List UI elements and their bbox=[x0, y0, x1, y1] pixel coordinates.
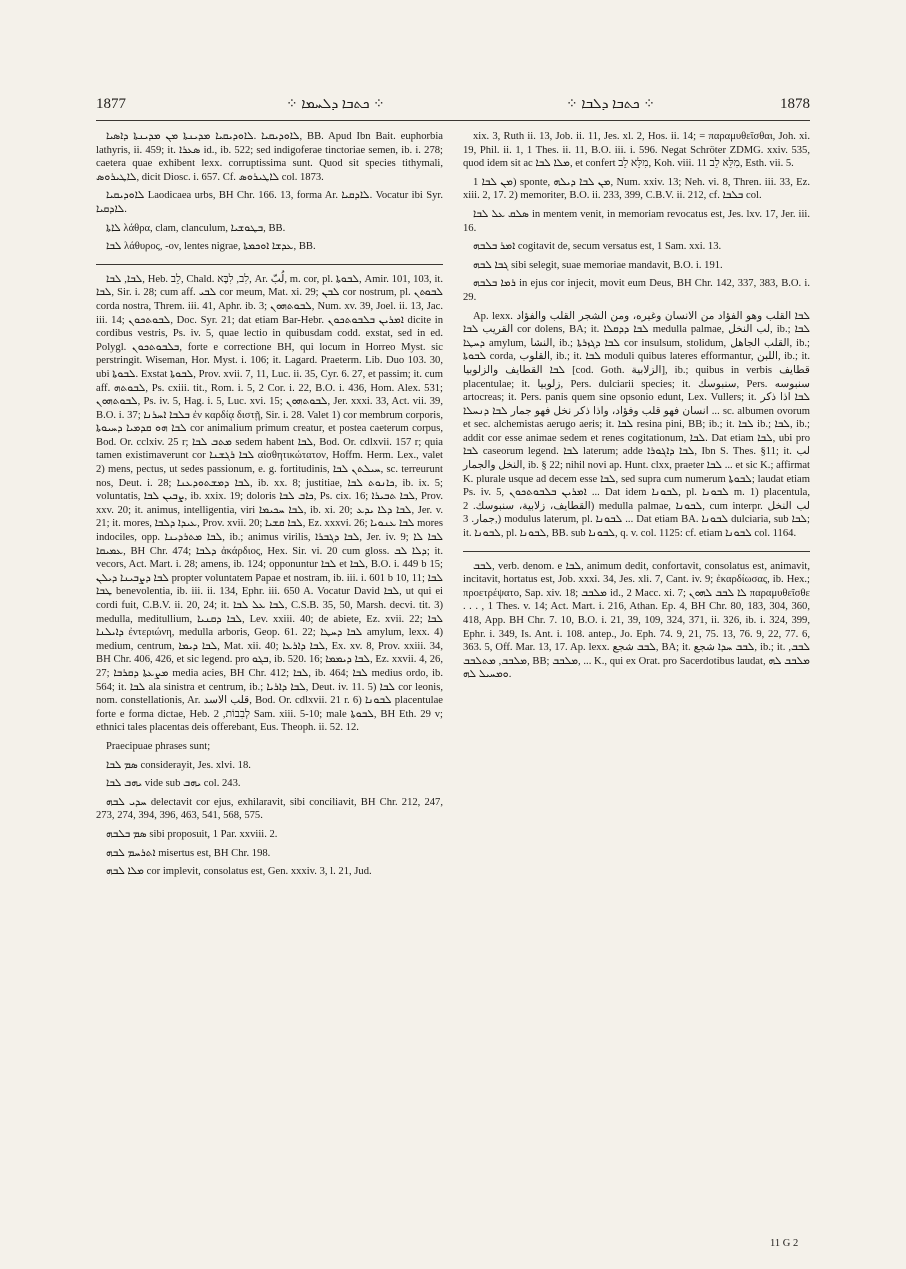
entry-paragraph: ܠܐܬܐ λάθρα, clam, clanculum, ܒܛܘܫܝܐ, BB. bbox=[106, 222, 286, 234]
page-number-left: 1877 bbox=[96, 96, 126, 112]
section-divider bbox=[96, 264, 443, 265]
entry-paragraph: ܠܒܐ λάθυρος, -ον, lentes nigrae, ܥܕܫܐ ܐܘܟܡܬܐ, BB. bbox=[106, 241, 316, 253]
running-head-right: ⁘ ܟܬܒܐ ܕܠܒܐ ⁘ bbox=[566, 97, 655, 112]
phrases-intro: Praecipuae phrases sunt; bbox=[106, 740, 211, 752]
phrase-item: ܝܗܒ ܠܒܐ vide sub ܝܗܒ col. 243. bbox=[106, 778, 241, 790]
entry-paragraph: ܠܐܘܕܝܩܝܐ Laodicaea urbs, BH Chr. 166. 13, forma Ar. ܠܐܕܩܝܐ. Vocatur ibi Syr. ܠܐܕܩܝܐ. bbox=[96, 190, 443, 215]
right-column bbox=[463, 130, 810, 687]
entry-paragraph: ܐܡܪ ܒܠܒܗ cogitavit de, secum versatus est, 1 Sam. xxi. 13. bbox=[473, 241, 722, 253]
entry-paragraph: ܣܠܩ ܥܠ ܠܒܐ in mentem venit, in memoriam revocatus est, Jes. lxv. 17, Jer. iii. 16. bbox=[463, 208, 810, 234]
running-head-left: ⁘ ܟܬܒܐ ܕܠܚܡܐ ⁘ bbox=[286, 97, 385, 112]
phrase-item: ܣܡ ܠܒܐ considerayit, Jes. xlvi. 18. bbox=[106, 759, 251, 771]
entry-paragraph: ܓܒܐ ܠܒܗ sibi selegit, suae memoriae mandavit, B.O. i. 191. bbox=[473, 259, 723, 271]
left-column bbox=[96, 130, 443, 884]
entry-paragraph: ܪܡܐ ܒܠܒܗ in ejus cor injecit, movit eum Deus, BH Chr. 142, 337, 383, B.O. i. 29. bbox=[463, 278, 810, 303]
page-number-right: 1878 bbox=[780, 96, 810, 112]
page-header bbox=[96, 96, 810, 118]
lexicon-paragraph: Ap. lexx. ܠܒܐ القلب وهو الفؤاد من الانسان وغيره، ومن الشجر القلب والفؤاد القريب ܠܒܐ cor dolens, BA; it. ܠܒܐ ܕܕܩܠܐ medulla palmae, لب النخل, ib.; ܠܒܐ ܕܚܛܐ amylum, النشا, ib.; ܠܒܐ ܕܓܙܪܬܐ cor insulsum, stolidum, القلب الجاهل, ib.; ܠܒܘܬܐ corda, القلوب, ib.; it. ܠܒܐ moduli quibus lateres efformantur, اللبن, ib.; it. ܠܒܐ القطايف والزلوبيا [cod. Goth. الزلابية], ib.; quibus in verbis قطايف placentulae; it. زلوبيا, Pers. dulciarii species; it. سنبوسك, Pers. سنبوسه artocreas; it. Pers. panis quem sine opsonio edunt, Lex. Vullers; it. ܠܒܐ اذا ذكر انسان فهو قلب وفؤاد، واذا ذكر نخل فهو جمار ܠܒܐ ܕܢܚܠܐ ... sc. albumen ovorum et sec. alchemistas aerugo aeris; it. ܠܒܐ resina pini, BB; ib.; it. ܠܒܐ ib.; ܠܒܐ, ib.; addit cor esse animae sedem et renes cogitationum, ܠܒܐ. Dat etiam ܠܒܐ, ubi pro ܠܒܐ caseorum legend. ܠܒܐ laterum; adde ܠܒܐ ܕܐܓܘܪܐ, Ibn S. Thes. §11; it. لب النخل والجمار, ib. § 22; nihil novi ap. Hunt. clxx, praeter ܠܒܐ ... et sic K.; affirmat K. plurale usque ad decem esse ܠܒܐ, sed supra cum numerum ܠܒܘܬܐ; laudat etiam Ps. iv. 5, ܐܡܪܝܢ ܒܠܒܘܬܟܘܢ ... Dat idem ܠܒܘܢܐ, pl. ܠܒܘܢܐ m. 1) placentula, القطايف، زلابية، سنبوسك. 2) medulla palmae, ܠܒܘܢܐ, cum interpr. لب النخل ,جمار. 3) modulus laterum, pl. ܠܒܘܢܐ ... Dat etiam BA. ܠܒܘܢܐ dulciaria, sub ܠܒܐ; it. ܠܒܘܢܐ, pl. ܠܒܘܢܐ, BB. sub ܠܒܘܢܐ, q. v. col. 1125: cf. etiam ܠܒܘܢܐ col. 1164. bbox=[463, 310, 811, 540]
phrase-item: ܚܕܝ ܠܒܗ delectavit cor ejus, exhilaravit, sibi conciliavit, BH Chr. 212, 247, 273, 274, 394, 396, 463, 541, 568, 575. bbox=[96, 796, 444, 822]
entry-paragraph-main: ܠܒܐ, ܠܒܐ, Heb. לֵב, Chald. לִב, לִבָּא, Ar. لُبّ, m. cor, pl. ܠܒܘܬܐ, Amir. 101, 103, it. ܠܒܐ, Sir. i. 28; cum aff. ܠܒܝ cor meum, Mat. xi. 29; ܠܒܢ cor nostrum, pl. ܠܒܘܬܢ corda nostra, Threm. iii. 41, Aphr. ib. 3; ܠܒܘܬܗܘܢ, Num. xv. 39, Joel. ii. 13, Jac. iii. 14; ܠܒܘܬܟܘܢ, Doc. Syr. 21; dat etiam Bar-Hebr. ܐܡܪܝܢ ܒܠܒܘܬܟܘܢ dicite in cordibus vestris, Ps. iv. 5, quae lectio in quibusdam codd. exstat, sed in ed. Polygl. ܒܠܒܘܬܟܘܢ, forte e correctione BH, qui locum in Horreo Myst. sic perstringit. Wiseman, Hor. Myst. i. 106; it. Lagard. Praeterm. Lib. Duo 103. 30, ubi ܠܒܘܬܐ. Exstat ܠܒܘܬܐ, Prov. xvii. 7, 11, Luc. ii. 35, Cyr. 6. 27, et passim; it. cum aff. ܠܒܘܬܗ, Ps. cxiii. tit., Rom. i. 5, 2 Cor. i. 22, B.O. i. 436, Hom. Alex. 531; ܠܒܘܬܗܘܢ, Ps. iv. 5, Hag. i. 5, Luc. xvi. 15; ܠܒܘܬܗܘܢ, Jer. xxxi. 33, Act. vii. 39, B.O. i. 37; ܒܠܒܐ ܐܚܪܢܐ ἐν καρδίᾳ διστῇ, Sir. i. 28. Valet 1) cor membrum corporis, ܠܒܐ ܗܘ ܩܕܡܝܐ ܕܚܝܘܬܐ cor animalium primum creatur, et postea caeterum corpus, Bod. Or. cclxiv. 25 r; ܡܬܒ ܠܒܐ sedem habent ܠܒܐ, Bod. Or. cdlxvii. 157 r; quia tamen existimaverunt cor ܠܒܐ ܪܓܫܢܐ αἰσθητικώτατον, Hoffm. Herm. Lex., valet 2) mens, pectus, ut sedes passionum, e. g. fortitudinis, ܚܝܠܬܢ ܠܒܐ, sc. terreurunt nos, Deut. i. 28; ܠܒܐ ܕܡܫܬܘܕܥܢܐ, ib. xx. 8; justitiae, ܟܐܢܘܬ ܠܒܐ, ib. ix. 5; voluntatis, ܨܒܝܢ ܠܒܐ, ib. xxix. 19; doloris ܟܐܒ ܠܒܐ, Ps. cix. 16; ܠܒܐ ܬܒܝܪܐ, Prov. xxv. 20; it. animus, intelligentia, viri ܠܒܐ ܚܟܝܡܐ, ib. xi. 20; ܠܒܐ ܕܠܐ ܝܕܥ, Jer. v. 21; it. mores, ܥܝܕܐ ܕܠܒܐ, Prov. xvii. 20; ܠܒܐ ܩܫܝܐ, Ez. xxxvi. 26; ܠܒܐ ܥܢܘܝܐ mores indociles, opp. ܠܒܐ ܡܬܪܕܝܢܐ, ib.; animus virilis, ܠܒܐ ܕܓܒܪܐ, Jer. iv. 9; ܠܒܐ ܠܐ ܥܡܝܩܐ, BH Chr. 474; ܕܠܒܐ ἀκάρδιος, Hex. Sir. vi. 20 cum gloss. ܕܠܐ ܠܒ; it. vecors, Act. Mart. i. 28; amens, ib. 124; opponuntur ܠܒܐ et ܠܒܐ, B.O. i. 449 b 15; ܠܒܐ ܕܨܒܝܢܐ ܕܝܠܢ propter voluntatem Papae et nostram, ib. iii. i. 601 b 10, 11; ܠܒܐ ܛܒܐ benevolentia, ib. iii. ii. 134, Ephr. iii. 650 A. Vocatur David ܠܒܐ, ut qui ei cordi fuit, C.B.V. ii. 20, 24; it. ܠܒܐ ܥܠ ܠܒܐ, C.S.B. 35, 50, Marsh. decvi. tit. 3) medulla, meditullium, ܠܒܐ ܕܩܢܝܐ, Lev. xxiii. 40; de abiete, Ez. xvii. 22; ܠܒܐ ܕܐܝܠܢܐ ἐντεριώνη, medulla arboris, Geop. 61. 22; ܠܒܐ ܕܚܛܐ amylum, lexx. 4) medium, centrum, ܠܒܐ ܕܝܡܐ, Mat. xii. 40; ܠܒܐ ܕܐܪܥܐ, Ex. xv. 8, Prov. xxiii. 34, BH Chr. 406, 426, et sic legend. pro ܒܓܘ, ib. 520. 16; ܠܒܐ ܕܝܡܡܐ, Ez. xxvii. 4, 26, 27; ܡܨܥܬܐ ܕܩܪܒܐ media acies, BH Chr. 412; ܠܒܐ, ib. 464; ܠܒܐ medius ordo, ib. 564; it. ܠܒܐ ala sinistra et centrum, ib.; ܠܒܐ ܕܐܪܝܐ, Deut. iv. 11. 5) ܠܒܐ cor leonis, nom. constellationis, Ar. قلب الاسد, Bod. Or. cdlxvii. 21 r. 6) ܠܒܘܢܐ placentulae forte e forma dictae, Heb. לְבִבוֹת, 2 Sam. xiii. 5-10; male ܠܒܘܬܐ, BH Eth. 29 v; ethnici tales placentas deis offerebant, Eus. Theoph. ii. 52. 12. bbox=[96, 273, 444, 734]
entry-paragraph: xix. 3, Ruth ii. 13, Job. ii. 11, Jes. xl. 2, Hos. ii. 14; = παραμυθεῖσθαι, Joh. xi. 19, Phil. ii. 1, 1 Thes. ii. 11, B.O. iii. i. 596. Negat Schröter ZDMG. xxiv. 535, quod idem sit ac ܡܠܐ ܠܒܐ, et confert מִלֵּא לֵב, Koh. viii. 11 מִלֵּא לֵב, Esth. vii. 5. bbox=[463, 131, 810, 170]
phrase-item: ܣܡ ܒܠܒܗ sibi proposuit, 1 Par. xxviii. 2. bbox=[106, 828, 278, 840]
entry-paragraph: ܠܐܘܕܝܩܝܐ .ܠܐܘܕܝܩܝܐ ܡܕܝܢܬܐ ܡܢ ܡܕܝܢܬܐ ܕܐܣܝܐ, BB. Apud Ibn Bait. euphorbia lathyris, ii. 459; it. ܣܥܪܐ id., ib. 522; sed indigoferae tinctoriae semen, ib. i. 278; caetera quae exhibent lexx. corruptissima sunt. Quod sit species tithymali, ܠܐܛܝܪܘܣ, dicit Diosc. i. 657. Cf. ܠܐܛܝܪܘܣ col. 1873. bbox=[96, 131, 443, 183]
phrase-item: ܐܬܪܚܡ ܠܒܗ misertus est, BH Chr. 198. bbox=[106, 847, 271, 859]
entry-paragraph: ܡܢ ܠܒܐ 1) sponte, ܡܢ ܠܒܐ ܕܝܠܗ, Num. xxiv. 13; Neh. vi. 8, Thren. iii. 33, Ez. xiii. 2, 17. 2) memoriter, B.O. ii. 233, 399, C.B.V. ii. 212, cf. ܒܠܒܐ col. bbox=[463, 176, 810, 202]
phrase-item: ܡܠܐ ܠܒܗ cor implevit, consolatus est, Gen. xxxiv. 3, l. 21, Jud. bbox=[106, 866, 372, 878]
verb-entry: ܠܒܒ, verb. denom. e ܠܒܐ, animum dedit, confortavit, consolatus est, animavit, incitavit, hortatus est, Job. xxxi. 34, Jes. xli. 7, Cant. iv. 9; ἐκαρδίωσας, ib. Hex.; προετρέψατο, Sap. xiv. 18; ܡܠܒܒ id., 2 Macc. xi. 7; ܠܐ ܠܒܒ ܠܗܘܢ παραμυθεῖσθε . . . , 1 Thes. v. 14; Act. Mart. i. 216, Athan. Ep. 4, BH Chr. 80, 183, 304, 360, 418, App. BH Chr. 7. 10, B.O. i. 21, 39, 109, 324, 371, ii. 326, ib. i. 324, 399, Ephr. i. 349, Is. Ant. i. 108. antep., Jo. Eph. 74. 9, 21, 75. 13, 76. 9, 22, 77. 6, 363. 5, Off. Mar. 13, 17. Ap. lexx. ܠܒܒ شجع, BA; it. ܠܒܒ ܚܕܐ شجع, ib.; it. ܠܒܒ, ܡܠܒܒ, ܡܬܠܒܒ, BB; ܡܠܒܒ, ... K., qui ex Orat. pro Sacerdotibus laudat, ܡܠܒܒ ܠܗ ܘܡܚܝܠ ܠܗ. bbox=[463, 560, 811, 681]
header-rule bbox=[96, 120, 810, 121]
section-divider bbox=[463, 551, 810, 552]
signature-mark: 11 G 2 bbox=[770, 1238, 799, 1249]
